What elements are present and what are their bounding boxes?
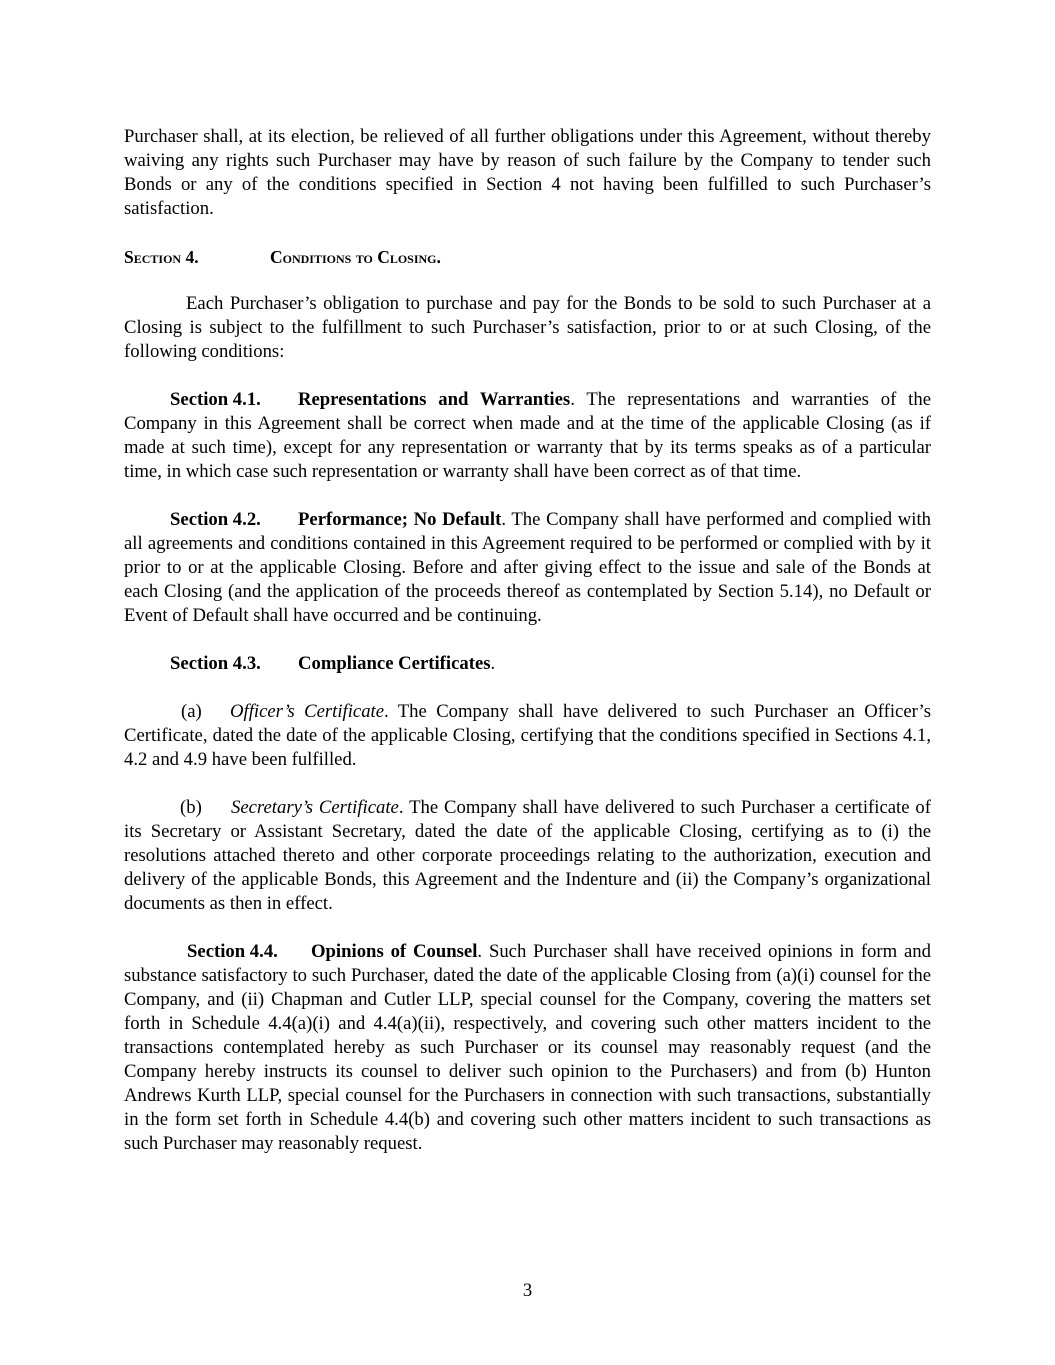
section-4-3-number: Section 4.3.	[170, 653, 261, 674]
item-a-title: Officer’s Certificate	[230, 701, 385, 722]
item-b-label: (b)	[180, 797, 202, 818]
section-4-title-period: .	[436, 247, 441, 267]
section-4-intro: Each Purchaser’s obligation to purchase and pay for the Bonds to be sold to such Purchaser at a Closing is subject to the fulfillment to such Purchaser’s satisfaction, prior to or at such Closing, of the following conditions:	[124, 293, 931, 362]
item-b-text: . The Company shall have delivered to such Purchaser a certificate of its Secretary or Assistant Secretary, dated the date of the applicable Closing, certifying as to (i) the resolutions attached thereto and other corporate proceedings relating to the authorization, execution and delivery of the applicable Bonds, this Agreement and the Indenture and (ii) the Company’s organizational documents as then in effect.	[124, 797, 931, 914]
section-4-1-number: Section 4.1.	[170, 389, 261, 410]
section-4-2	[124, 508, 931, 628]
section-4-4-text: . Such Purchaser shall have received opinions in form and substance satisfactory to such Purchaser, dated the date of the applicable Closing from (a)(i) counsel for the Company, and (ii) Chapman and Cutler LLP, special counsel for the Company, covering the matters set forth in Schedule 4.4(a)(i) and 4.4(a)(ii), respectively, and covering such other matters incident to the transactions contemplated hereby as such Purchaser or its counsel may reasonably request (and the Company hereby instructs its counsel to deliver such opinion to the Purchasers) and from (b) Hunton Andrews Kurth LLP, special counsel for the Purchasers in connection with such transactions, substantially in the form set forth in Schedule 4.4(b) and covering such other matters incident to such transactions as such Purchaser may reasonably request.	[124, 941, 931, 1154]
section-4-3-b	[124, 796, 931, 916]
section-4-4-number: Section 4.4.	[187, 941, 278, 962]
section-4-2-title: Performance; No Default	[298, 509, 502, 530]
section-4-3-a	[124, 700, 931, 772]
section-4-3-heading	[124, 652, 931, 676]
section-4-heading	[124, 245, 931, 269]
section-4-4	[124, 940, 931, 1156]
section-4-number: Section 4.	[124, 247, 199, 267]
document-page	[124, 125, 931, 1180]
item-b-title: Secretary’s Certificate	[231, 797, 399, 818]
section-4-1-title: Representations and Warranties	[298, 389, 571, 410]
opening-paragraph: Purchaser shall, at its election, be relieved of all further obligations under this Agreement, without thereby waiving any rights such Purchaser may have by reason of such failure by the Company to tender such Bonds or any of the conditions specified in Section 4 not having been fulfilled to such Purchaser’s satisfaction.	[124, 126, 931, 219]
section-4-2-text: . The Company shall have performed and complied with all agreements and conditions contained in this Agreement required to be performed or complied with by it prior to or at the applicable Closing. Before and after giving effect to the issue and sale of the Bonds at each Closing (and the application of the proceeds thereof as contemplated by Section 5.14), no Default or Event of Default shall have occurred and be continuing.	[124, 509, 931, 626]
section-4-3-title: Compliance Certificates	[298, 653, 491, 674]
page-number: 3	[522, 1280, 533, 1301]
section-4-title: Conditions to Closing	[270, 247, 437, 267]
section-4-1-text: . The representations and warranties of the Company in this Agreement shall be correct when made and at the time of the applicable Closing (as if made at such time), except for any representation or warranty that by its terms speaks as of a particular time, in which case such representation or warranty shall have been correct as of that time.	[124, 389, 931, 482]
section-4-3-title-period: .	[490, 653, 496, 674]
item-a-label: (a)	[181, 701, 202, 722]
section-4-2-number: Section 4.2.	[170, 509, 261, 530]
item-a-text: . The Company shall have delivered to such Purchaser an Officer’s Certificate, dated the date of the applicable Closing, certifying that the conditions specified in Sections 4.1, 4.2 and 4.9 have been fulfilled.	[124, 701, 931, 770]
section-4-4-title: Opinions of Counsel	[311, 941, 478, 962]
section-4-1	[124, 388, 931, 484]
